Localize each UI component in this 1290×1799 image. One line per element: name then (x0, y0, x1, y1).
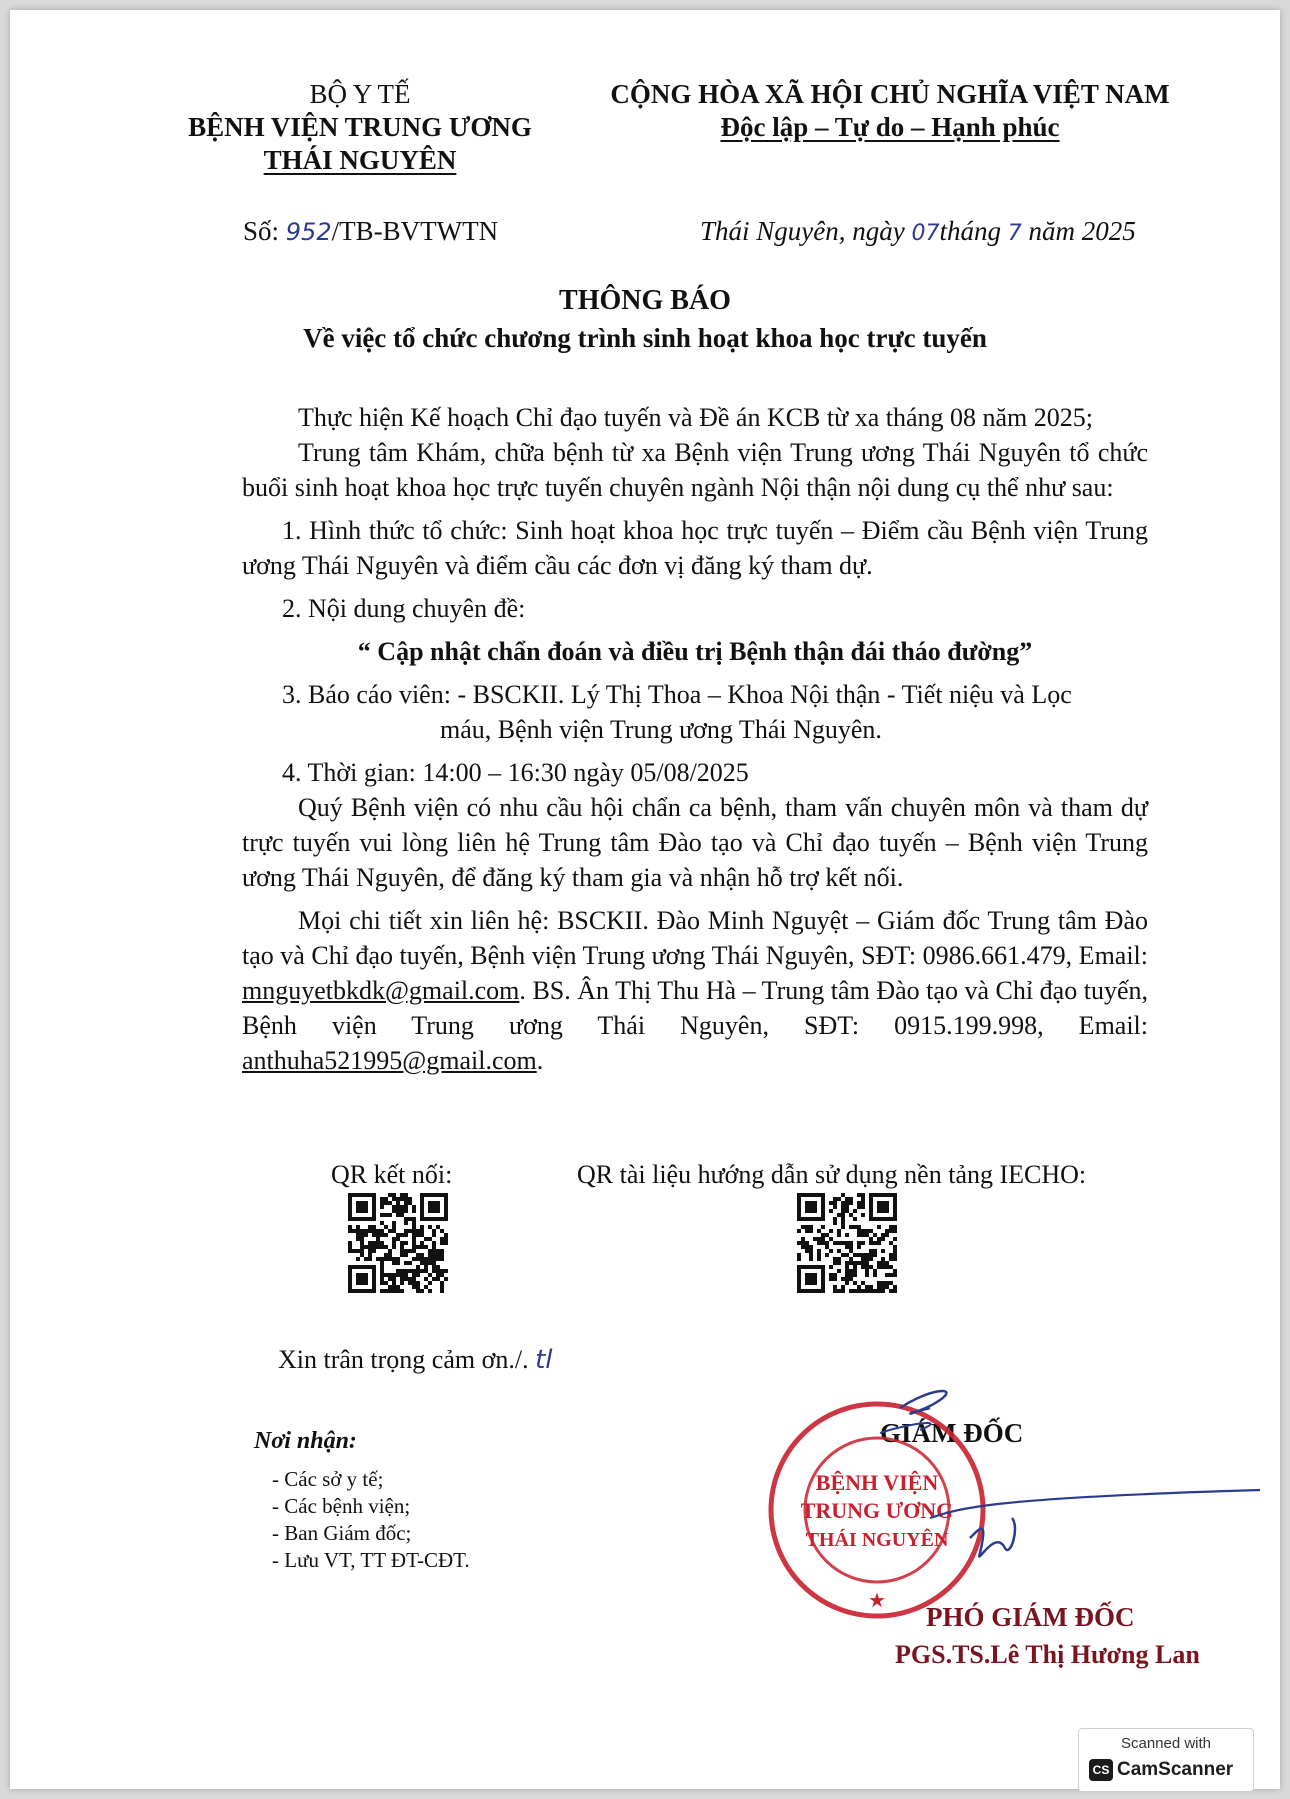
national-motto: Độc lập – Tự do – Hạnh phúc (720, 112, 1060, 142)
body-item-2: 2. Nội dung chuyên đề: (282, 594, 526, 623)
ministry-name: BỘ Y TẾ (309, 79, 411, 109)
date-part2: tháng (939, 216, 1008, 246)
document-subtitle: Về việc tổ chức chương trình sinh hoạt khoa học trực tuyến (303, 323, 987, 353)
qr-guide-code[interactable] (797, 1193, 897, 1293)
contact-text-3: . (536, 1046, 544, 1075)
hospital-name-line2: THÁI NGUYÊN (263, 145, 457, 175)
body-topic: “ Cập nhật chẩn đoán và điều trị Bệnh thận đái tháo đường” (357, 637, 1033, 666)
closing-line (278, 1345, 553, 1375)
signer-name: PGS.TS.Lê Thị Hương Lan (895, 1640, 1200, 1669)
document-body (242, 400, 1148, 1078)
body-item-1: 1. Hình thức tổ chức: Sinh hoạt khoa học trực tuyến – Điểm cầu Bệnh viện Trung ương Thái Nguyên và điểm cầu các đơn vị đăng ký tham dự. (242, 516, 1148, 580)
qr-guide-label: QR tài liệu hướng dẫn sử dụng nền tảng IECHO: (577, 1160, 1087, 1189)
contact-text-2: . BS. Ân Thị Thu Hà – Trung tâm Đào tạo và Chỉ đạo tuyến, Bệnh viện Trung ương Thái Nguyên, SĐT: 0915.199.998, Email: (242, 976, 1148, 1040)
body-item-4: 4. Thời gian: 14:00 – 16:30 ngày 05/08/2025 (282, 758, 749, 787)
email-link-2[interactable]: anthuha521995@gmail.com (242, 1046, 537, 1075)
doc-number-handwritten: 952 (285, 218, 332, 246)
doc-number-suffix: /TB-BVTWTN (331, 216, 499, 246)
document-date (700, 216, 1136, 247)
body-item-3-cont: máu, Bệnh viện Trung ương Thái Nguyên. (440, 715, 882, 744)
qr-connect-code[interactable] (348, 1193, 448, 1293)
camscanner-logo-icon: CS (1089, 1759, 1113, 1781)
camscanner-badge (1078, 1728, 1254, 1792)
doc-number-prefix: Số: (243, 216, 286, 246)
qr-connect-label: QR kết nối: (331, 1160, 453, 1189)
recipient-item: - Các sở y tế; (272, 1467, 384, 1491)
stamp-star-icon: ★ (868, 1590, 886, 1612)
badge-brand: CamScanner (1117, 1759, 1234, 1780)
signer-role: PHÓ GIÁM ĐỐC (926, 1602, 1135, 1632)
recipients-list (272, 1466, 470, 1574)
document-page (10, 10, 1280, 1789)
recipient-item: - Lưu VT, TT ĐT-CĐT. (272, 1548, 470, 1572)
body-paragraph-1: Thực hiện Kế hoạch Chỉ đạo tuyến và Đề án KCB từ xa tháng 08 năm 2025; (298, 403, 1094, 432)
national-title: CỘNG HÒA XÃ HỘI CHỦ NGHĨA VIỆT NAM (610, 79, 1170, 109)
handwritten-initials: tl (535, 1345, 553, 1375)
stamp-line-2: TRUNG ƯƠNG (800, 1498, 954, 1523)
body-paragraph-2: Trung tâm Khám, chữa bệnh từ xa Bệnh viện Trung ương Thái Nguyên tổ chức buổi sinh hoạt khoa học trực tuyến chuyên ngành Nội thận nội dung cụ thể như sau: (242, 438, 1148, 502)
hospital-name-line1: BỆNH VIỆN TRUNG ƯƠNG (188, 112, 532, 142)
stamp-line-1: BỆNH VIỆN (815, 1470, 939, 1495)
stamp-line-3: THÁI NGUYÊN (805, 1529, 949, 1551)
closing-thanks: Xin trân trọng cảm ơn./. (278, 1345, 529, 1374)
handwritten-signature (870, 1378, 1270, 1608)
email-link-1[interactable]: mnguyetbkdk@gmail.com (242, 976, 520, 1005)
signature-title: GIÁM ĐỐC (880, 1418, 1024, 1448)
body-item-3: 3. Báo cáo viên: - BSCKII. Lý Thị Thoa – Khoa Nội thận - Tiết niệu và Lọc (282, 680, 1072, 709)
date-part3: năm 2025 (1021, 216, 1136, 246)
date-part1: Thái Nguyên, ngày (700, 216, 912, 246)
date-month: 7 (1007, 221, 1022, 246)
recipient-item: - Các bệnh viện; (272, 1494, 411, 1518)
badge-caption: Scanned with (1120, 1735, 1212, 1752)
contact-text-1: Mọi chi tiết xin liên hệ: BSCKII. Đào Minh Nguyệt – Giám đốc Trung tâm Đào tạo và Chỉ đạo tuyến, Bệnh viện Trung ương Thái Nguyên, SĐT: 0986.661.479, Email: (242, 906, 1148, 970)
document-number (243, 216, 498, 247)
national-header (600, 78, 1180, 144)
issuer-header (160, 78, 560, 177)
body-paragraph-3: Quý Bệnh viện có nhu cầu hội chẩn ca bệnh, tham vấn chuyên môn và tham dự trực tuyến vui lòng liên hệ Trung tâm Đào tạo và Chỉ đạo tuyến – Bệnh viện Trung ương Thái Nguyên, để đăng ký tham gia và nhận hỗ trợ kết nối. (242, 793, 1148, 892)
recipients-title: Nơi nhận: (254, 1428, 357, 1454)
recipient-item: - Ban Giám đốc; (272, 1521, 412, 1545)
body-paragraph-4 (242, 903, 1148, 1078)
document-title: THÔNG BÁO (559, 285, 731, 316)
date-day: 07 (911, 221, 940, 246)
